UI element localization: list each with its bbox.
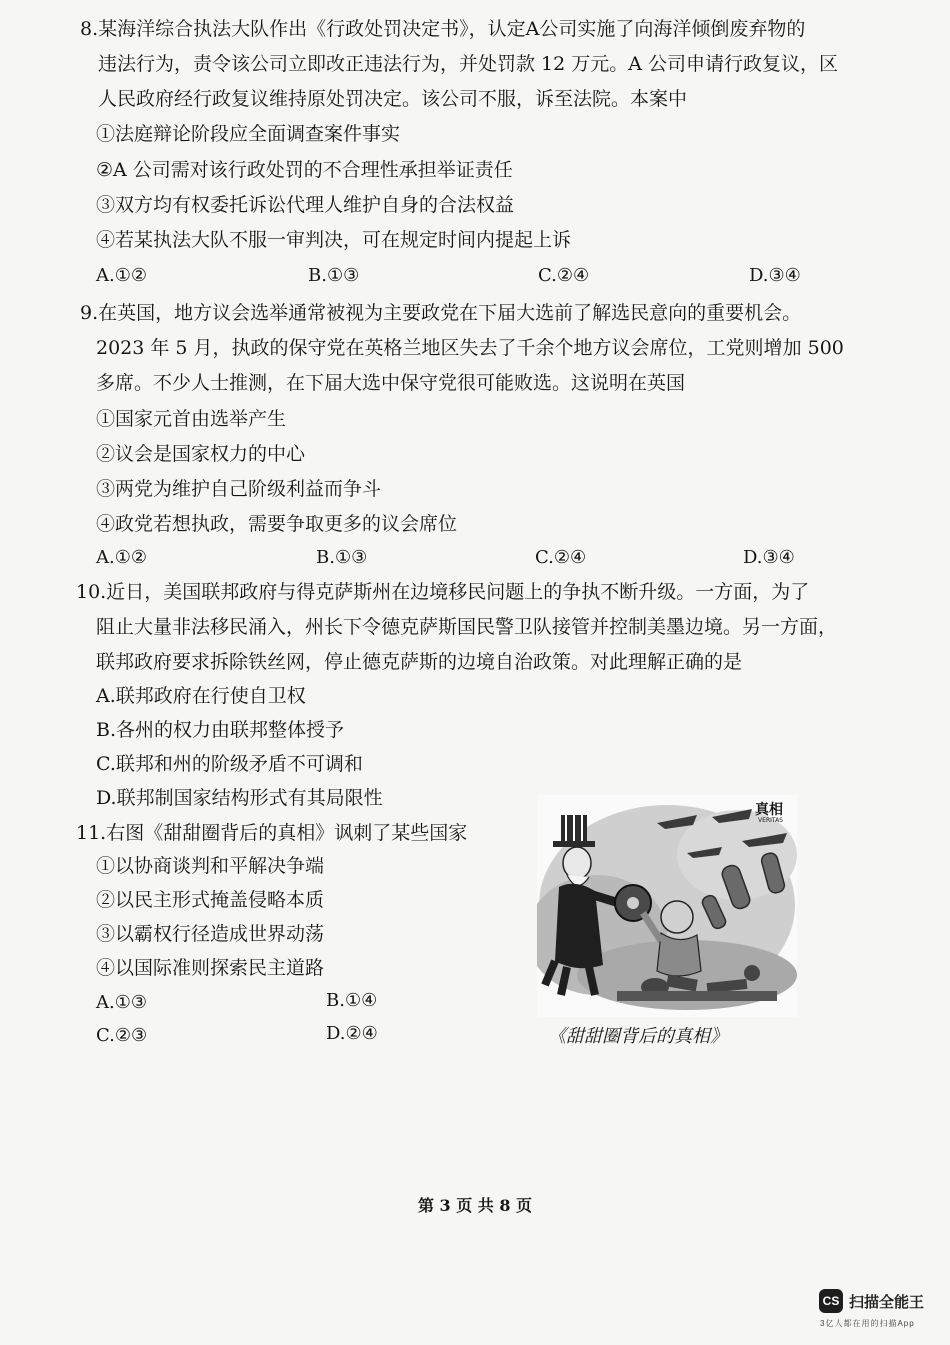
satire-cartoon [537,795,797,1017]
q8-option-c: C.②④ [538,265,590,286]
q8-stem-line-2: 违法行为，责令该公司立即改正违法行为，并处罚款 12 万元。A 公司申请行政复议，区 [98,53,839,75]
q11-item-1: ①以协商谈判和平解决争端 [96,855,325,877]
q10-option-c: C.联邦和州的阶级矛盾不可调和 [96,753,363,775]
q11-item-3: ③以霸权行径造成世界动荡 [96,923,325,945]
q8-item-2: ②A 公司需对该行政处罚的不合理性承担举证责任 [96,159,513,181]
cartoon-caption: 《甜甜圈背后的真相》 [548,1026,728,1047]
cartoon-drawing [537,795,797,1017]
q8-item-4: ④若某执法大队不服一审判决，可在规定时间内提起上诉 [96,229,572,251]
q10-stem-line-3: 联邦政府要求拆除铁丝网，停止德克萨斯的边境自治政策。对此理解正确的是 [96,651,743,673]
q10-option-b: B.各州的权力由联邦整体授予 [96,719,345,741]
q9-option-b: B.①③ [316,547,368,568]
q9-stem-line-2: 2023 年 5 月，执政的保守党在英格兰地区失去了千余个地方议会席位，工党则增加 500 [96,337,844,359]
q9-item-3: ③两党为维护自己阶级利益而争斗 [96,478,382,500]
q10-stem-line-1: 10.近日，美国联邦政府与得克萨斯州在边境移民问题上的争执不断升级。一方面，为了 [76,581,810,603]
q9-stem-line-3: 多席。不少人士推测，在下届大选中保守党很可能败选。这说明在英国 [96,372,686,394]
q11-item-2: ②以民主形式掩盖侵略本质 [96,889,325,911]
q11-stem-line-1: 11.右图《甜甜圈背后的真相》讽刺了某些国家 [76,822,468,844]
cartoon-label-veritas: VERITAS [758,817,783,824]
q9-option-d: D.③④ [743,547,795,568]
q11-option-a: A.①③ [96,992,147,1013]
q8-item-3: ③双方均有权委托诉讼代理人维护自身的合法权益 [96,194,515,216]
q8-stem-line-3: 人民政府经行政复议维持原处罚决定。该公司不服，诉至法院。本案中 [98,88,688,110]
camscanner-logo-icon: CS [819,1289,843,1313]
q9-stem-line-1: 9.在英国，地方议会选举通常被视为主要政党在下届大选前了解选民意向的重要机会。 [80,302,802,324]
q11-option-d: D.②④ [326,1023,378,1044]
cartoon-label-zhenxiang: 真相 [755,802,783,818]
q11-option-b: B.①④ [326,990,378,1011]
q9-item-2: ②议会是国家权力的中心 [96,443,306,465]
q8-stem-line-1: 8.某海洋综合执法大队作出《行政处罚决定书》，认定A公司实施了向海洋倾倒废弃物的 [80,18,806,40]
q10-option-a: A.联邦政府在行使自卫权 [96,685,306,707]
q10-stem-line-2: 阻止大量非法移民涌入，州长下令德克萨斯国民警卫队接管并控制美墨边境。另一方面， [96,616,838,638]
q8-option-d: D.③④ [749,265,801,286]
q10-option-d: D.联邦制国家结构形式有其局限性 [96,787,383,809]
camscanner-app-name: 扫描全能王 [849,1294,925,1311]
q9-option-a: A.①② [96,547,147,568]
camscanner-slogan: 3亿人都在用的扫描App [820,1319,915,1328]
q8-option-b: B.①③ [308,265,360,286]
page-number: 第 3 页 共 8 页 [417,1196,533,1215]
q9-item-1: ①国家元首由选举产生 [96,408,287,430]
q8-option-a: A.①② [96,265,147,286]
q8-item-1: ①法庭辩论阶段应全面调查案件事实 [96,123,401,145]
q9-option-c: C.②④ [535,547,587,568]
q9-item-4: ④政党若想执政，需要争取更多的议会席位 [96,513,458,535]
q11-item-4: ④以国际准则探索民主道路 [96,957,325,979]
q11-option-c: C.②③ [96,1025,148,1046]
